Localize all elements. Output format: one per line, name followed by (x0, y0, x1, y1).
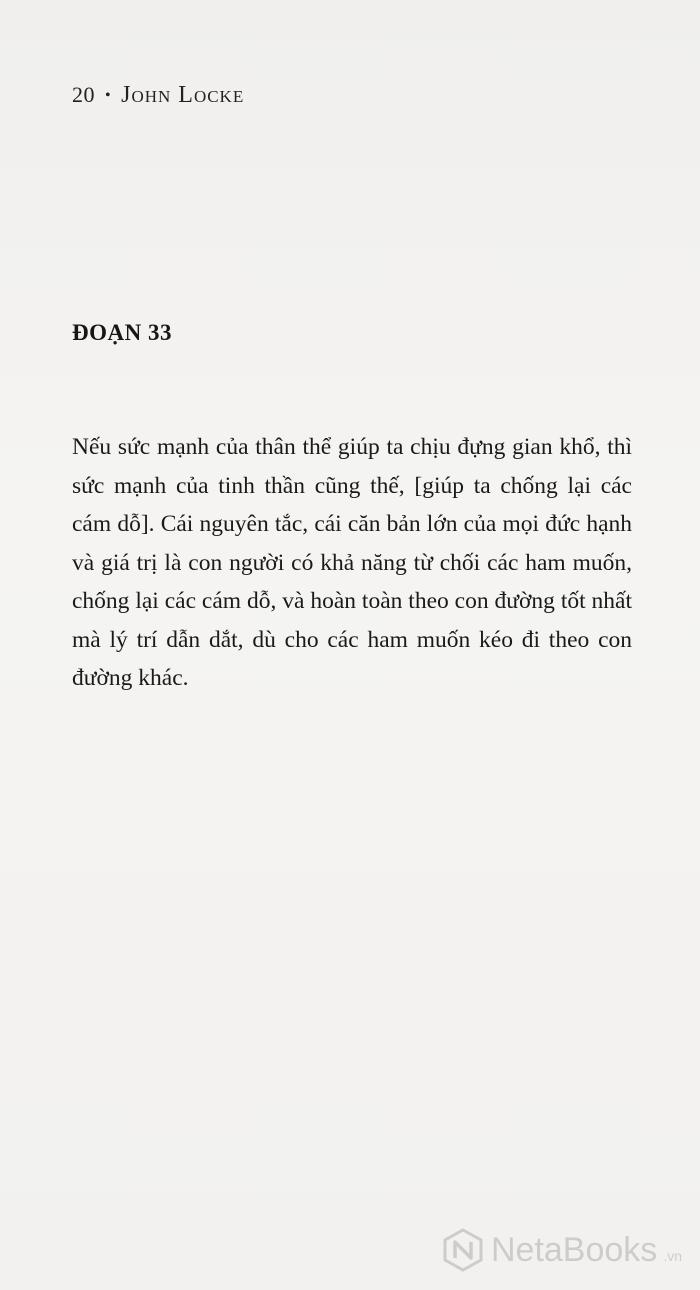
author-name: John Locke (121, 82, 245, 108)
netabooks-logo-icon (441, 1228, 485, 1272)
header-bullet: • (105, 87, 112, 104)
paragraph: Nếu sức mạnh của thân thể giúp ta chịu đựng gian khổ, thì sức mạnh của tinh thần cũng thế, [giúp ta chống lại các cám dỗ]. Cái nguyên tắc, cái căn bản lớn của mọi đức hạnh và giá trị là con người có khả năng từ chối các ham muốn, chống lại các cám dỗ, và hoàn toàn theo con đường tốt nhất mà lý trí dẫn dắt, dù cho các ham muốn kéo đi theo con đường khác. (72, 434, 632, 691)
watermark-brand: NetaBooks (490, 1230, 658, 1269)
section-title: ĐOẠN 33 (72, 320, 172, 345)
running-header (72, 82, 244, 109)
watermark-tld: .vn (663, 1248, 682, 1264)
body-text (72, 428, 632, 698)
page-number: 20 (72, 82, 95, 107)
watermark (441, 1228, 682, 1272)
